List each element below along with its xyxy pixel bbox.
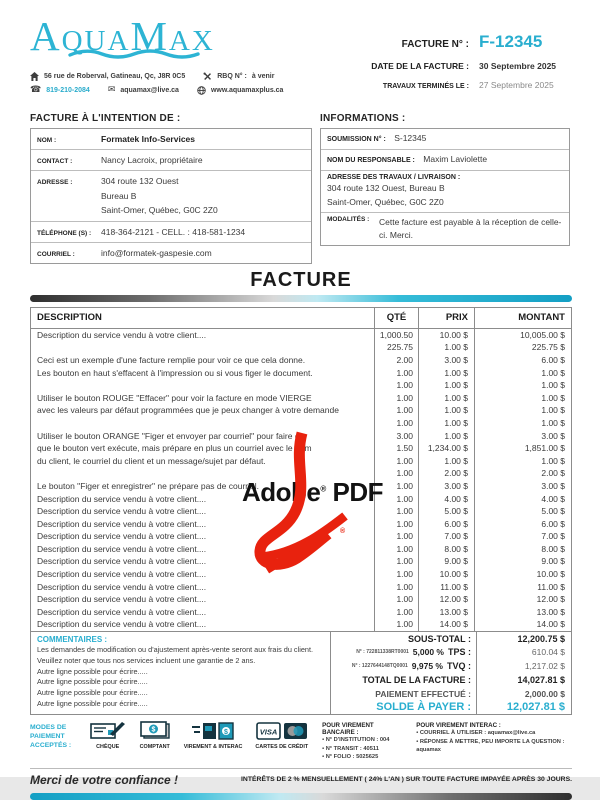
- item-description: avec les valeurs par défaut programmées que je peux changer à votre demande: [37, 405, 339, 416]
- work-completed-value: 27 Septembre 2025: [479, 80, 554, 90]
- table-row: [31, 417, 571, 430]
- tps-value: 610.04 $: [476, 645, 571, 659]
- table-row: [31, 454, 571, 467]
- table-row: [31, 618, 571, 631]
- tvq-value: 1,217.02 $: [476, 659, 571, 673]
- responsable-row: [321, 149, 569, 170]
- travaux-row: [321, 170, 569, 212]
- item-prix: 14.00 $: [418, 618, 474, 631]
- brand-block: [30, 13, 300, 95]
- footer: [30, 769, 572, 790]
- item-prix: 1.00 $: [418, 429, 474, 442]
- total-row: [331, 673, 571, 687]
- payment-method-label: CHÈQUE: [96, 744, 120, 751]
- item-montant: 14.00 $: [474, 618, 571, 631]
- item-montant: 8.00 $: [474, 543, 571, 556]
- payment-method-cartes: [255, 720, 308, 750]
- items-table: [30, 307, 572, 632]
- table-row: [31, 467, 571, 480]
- bank-transfer-items: [322, 736, 402, 762]
- sous-total-row: [331, 632, 571, 646]
- item-prix: 1.00 $: [418, 391, 474, 404]
- tel-label: TÉLÉPHONE (S) :: [37, 229, 92, 237]
- thanks-message: Merci de votre confiance !: [30, 772, 179, 787]
- travaux-label: ADRESSE DES TRAVAUX / LIVRAISON :: [327, 174, 461, 181]
- svg-text:$: $: [151, 726, 156, 734]
- interac-block: [416, 722, 572, 762]
- tel-value: 418-364-2121 - CELL. : 418-581-1234: [101, 226, 246, 237]
- table-row: [31, 379, 571, 392]
- item-qty: 1.00: [374, 543, 418, 556]
- wire-transfer-info: [322, 720, 572, 762]
- item-qty: 1.00: [374, 366, 418, 379]
- item-description: Description du service vendu à votre client....: [37, 594, 207, 605]
- table-row: [31, 341, 571, 354]
- responsable-value: Maxim Laviolette: [423, 154, 488, 164]
- tps-rate: 5,000 %: [412, 647, 444, 658]
- bill-to-adresse-row: [31, 170, 311, 221]
- payment-modes-label: MODES DE PAIEMENT ACCEPTÉS :: [30, 724, 72, 750]
- item-description: Description du service vendu à votre client....: [37, 606, 207, 617]
- payment-method-label: CARTES DE CRÉDIT: [255, 744, 309, 751]
- adresse-line: Saint-Omer, Québec, G0C 2Z0: [101, 205, 218, 215]
- table-row: [31, 366, 571, 379]
- item-montant: 9.00 $: [474, 555, 571, 568]
- item-montant: 1.00 $: [474, 404, 571, 417]
- info-boxes: [30, 113, 572, 264]
- table-row: [31, 530, 571, 543]
- work-completed-label: TRAVAUX TERMINÉS LE :: [382, 83, 469, 90]
- payment-section: [30, 720, 572, 762]
- payment-method-virement: [184, 720, 243, 750]
- item-qty: 1.50: [374, 442, 418, 455]
- table-row: [31, 354, 571, 367]
- courriel-value: info@formatek-gaspesie.com: [101, 247, 212, 258]
- item-prix: 8.00 $: [418, 543, 474, 556]
- comment-line: Autre ligne possible pour écrire.....: [37, 699, 148, 709]
- bill-to-section: [30, 113, 312, 264]
- informations-box: [320, 128, 570, 246]
- item-prix: 5.00 $: [418, 505, 474, 518]
- table-row: [31, 606, 571, 619]
- item-qty: 1.00: [374, 404, 418, 417]
- item-description: Utiliser le bouton ORANGE "Figer et envoyer par courriel" pour faire ce: [37, 430, 304, 441]
- bill-to-tel-row: [31, 221, 311, 242]
- aquamax-logo: [30, 13, 300, 66]
- item-montant: 4.00 $: [474, 492, 571, 505]
- item-montant: 10,005.00 $: [474, 329, 571, 342]
- item-qty: 3.00: [374, 429, 418, 442]
- item-montant: 12.00 $: [474, 593, 571, 606]
- interac-items: [416, 729, 572, 755]
- bill-to-contact-row: [31, 149, 311, 170]
- travaux-line-1: 304 route 132 Ouest, Bureau B: [327, 183, 445, 193]
- item-description: Description du service vendu à votre client....: [37, 556, 207, 567]
- item-description: Description du service vendu à votre client....: [37, 518, 207, 529]
- item-qty: 1.00: [374, 618, 418, 631]
- contact-value: Nancy Lacroix, propriétaire: [101, 155, 203, 165]
- item-qty: 1.00: [374, 467, 418, 480]
- item-description: Description du service vendu à votre client....: [37, 581, 207, 592]
- item-prix: 2.00 $: [418, 467, 474, 480]
- item-qty: 1.00: [374, 417, 418, 430]
- item-montant: 225.75 $: [474, 341, 571, 354]
- tvq-label: TVQ :: [447, 661, 471, 672]
- items-table-body: [31, 329, 571, 631]
- item-description: Le bouton "Figer et enregistrer" ne prépare pas de courriel.: [37, 480, 259, 491]
- brand-phone: 819-210-2084: [46, 86, 90, 94]
- invoice-meta: [307, 32, 572, 95]
- item-qty: 1.00: [374, 568, 418, 581]
- item-prix: 1.00 $: [418, 404, 474, 417]
- interac-title: POUR VIREMENT INTERAC :: [416, 722, 501, 730]
- item-description: Les bouton en haut s'effacent à l'impression ou si vous figer le document.: [37, 367, 313, 378]
- sous-total-label: SOUS-TOTAL :: [408, 633, 471, 644]
- table-row: [31, 543, 571, 556]
- item-qty: 1.00: [374, 480, 418, 493]
- item-qty: 1,000.50: [374, 329, 418, 342]
- item-prix: 7.00 $: [418, 530, 474, 543]
- paiement-row: [331, 687, 571, 701]
- logo-letters: AX: [168, 25, 215, 57]
- table-row: [31, 568, 571, 581]
- soumission-value: S-12345: [394, 133, 427, 143]
- responsable-label: NOM DU RESPONSABLE :: [327, 157, 415, 164]
- sous-total-value: 12,200.75 $: [476, 632, 571, 646]
- payment-method-cheque: [90, 720, 126, 750]
- nom-label: NOM :: [37, 137, 57, 144]
- comments-title: COMMENTAIRES :: [37, 634, 108, 644]
- tvq-row: [331, 659, 571, 673]
- item-description: Description du service vendu à votre client....: [37, 329, 207, 340]
- item-prix: 13.00 $: [418, 606, 474, 619]
- item-montant: 10.00 $: [474, 568, 571, 581]
- item-qty: 1.00: [374, 379, 418, 392]
- table-row: [31, 492, 571, 505]
- invoice-number-label: FACTURE N° :: [401, 39, 469, 50]
- brand-rbq-value: à venir: [251, 73, 275, 80]
- house-icon: [30, 72, 39, 81]
- modalites-label: MODALITÉS :: [327, 216, 370, 223]
- table-row: [31, 480, 571, 493]
- total-value: 14,027.81 $: [476, 673, 571, 687]
- solde-row: [331, 700, 571, 714]
- solde-label: SOLDE À PAYER :: [376, 701, 471, 714]
- phone-icon: ☎: [30, 85, 42, 95]
- invoice-date-value: 30 Septembre 2025: [479, 61, 557, 71]
- work-completed-row: [307, 80, 572, 90]
- bill-to-box: [30, 128, 312, 264]
- totals-box: [331, 632, 571, 714]
- comments-box: [31, 632, 331, 714]
- item-qty: 1.00: [374, 505, 418, 518]
- paiement-label: PAIEMENT EFFECTUÉ :: [375, 688, 471, 699]
- brand-rbq-label: RBQ N° :: [217, 73, 247, 80]
- item-description: Utiliser le bouton ROUGE "Effacer" pour voir la facture en mode VIERGE: [37, 392, 312, 403]
- column-header-qty: QTÉ: [374, 308, 418, 328]
- invoice-date-row: [307, 61, 572, 71]
- item-montant: 6.00 $: [474, 354, 571, 367]
- item-montant: 11.00 $: [474, 580, 571, 593]
- item-montant: 2.00 $: [474, 467, 571, 480]
- payment-method-comptant: [139, 720, 171, 750]
- bank-transfer-item: • N° TRANSIT : 40511: [322, 745, 402, 754]
- invoice-number-value: F-12345: [479, 32, 543, 51]
- item-prix: 10.00 $: [418, 568, 474, 581]
- item-prix: 1.00 $: [418, 417, 474, 430]
- item-description: Description du service vendu à votre client....: [37, 569, 207, 580]
- solde-value: 12,027.81 $: [476, 700, 571, 714]
- comment-line: Autre ligne possible pour écrire.....: [37, 666, 148, 676]
- item-qty: 1.00: [374, 454, 418, 467]
- item-montant: 1.00 $: [474, 391, 571, 404]
- item-description: Description du service vendu à votre client....: [37, 543, 207, 554]
- item-description: [31, 467, 374, 480]
- item-prix: 4.00 $: [418, 492, 474, 505]
- items-table-header: [31, 308, 571, 329]
- courriel-label: COURRIEL :: [37, 250, 75, 258]
- table-row: [31, 404, 571, 417]
- top-gradient-bar: [30, 295, 572, 302]
- brand-contact: [30, 72, 300, 95]
- bill-to-nom-row: [31, 129, 311, 149]
- item-montant: 1,851.00 $: [474, 442, 571, 455]
- item-qty: 1.00: [374, 391, 418, 404]
- item-montant: 1.00 $: [474, 379, 571, 392]
- item-prix: 1.00 $: [418, 366, 474, 379]
- item-prix: 10.00 $: [418, 329, 474, 342]
- comment-line: Autre ligne possible pour écrire.....: [37, 677, 148, 687]
- table-row: [31, 329, 571, 342]
- item-montant: 1.00 $: [474, 417, 571, 430]
- tvq-number: N° : 1227644148TQ0001: [351, 663, 408, 670]
- item-montant: 1.00 $: [474, 366, 571, 379]
- bill-to-courriel-row: [31, 242, 311, 263]
- item-qty: 1.00: [374, 580, 418, 593]
- item-prix: 3.00 $: [418, 480, 474, 493]
- item-description: du client, le courriel du client et un message/sujet par défaut.: [37, 455, 266, 466]
- item-description: Description du service vendu à votre client....: [37, 506, 207, 517]
- contact-label: CONTACT :: [37, 158, 73, 165]
- column-header-description: DESCRIPTION: [37, 312, 102, 323]
- adresse-line: 304 route 132 Ouest: [101, 176, 179, 186]
- item-qty: 1.00: [374, 517, 418, 530]
- comment-line: Autre ligne possible pour écrire.....: [37, 688, 148, 698]
- globe-icon: [197, 86, 206, 95]
- envelope-icon: ✉: [107, 85, 116, 95]
- bank-transfer-title: POUR VIREMENT BANCAIRE :: [322, 722, 374, 737]
- adresse-label: ADRESSE :: [37, 179, 73, 186]
- informations-title: INFORMATIONS :: [320, 113, 406, 124]
- soumission-label: SOUMISSION N° :: [327, 136, 386, 143]
- item-montant: 1.00 $: [474, 454, 571, 467]
- item-qty: 225.75: [374, 341, 418, 354]
- nom-value: Formatek Info-Services: [101, 134, 196, 144]
- item-prix: 1.00 $: [418, 379, 474, 392]
- item-prix: 6.00 $: [418, 517, 474, 530]
- contact-line-1: [30, 72, 300, 81]
- item-montant: 7.00 $: [474, 530, 571, 543]
- bill-to-title: FACTURE À L'INTENTION DE :: [30, 113, 181, 124]
- item-montant: 3.00 $: [474, 480, 571, 493]
- item-qty: 2.00: [374, 354, 418, 367]
- table-row: [31, 442, 571, 455]
- item-description: Description du service vendu à votre client....: [37, 493, 207, 504]
- soumission-row: [321, 129, 569, 149]
- brand-email: aquamax@live.ca: [120, 86, 179, 94]
- table-row: [31, 391, 571, 404]
- contact-line-2: [30, 85, 300, 95]
- payment-method-label: VIREMENT & INTERAC: [183, 744, 243, 751]
- item-montant: 5.00 $: [474, 505, 571, 518]
- item-description: [31, 417, 374, 430]
- svg-text:$: $: [224, 728, 228, 736]
- table-row: [31, 555, 571, 568]
- item-description: Ceci est un exemple d'une facture remplie pour voir ce que cela donne.: [37, 354, 306, 365]
- interac-item: • RÉPONSE À METTRE, PEU IMPORTE LA QUESTION : aquamax: [416, 738, 572, 755]
- item-qty: 1.00: [374, 530, 418, 543]
- ribbon-reg-mark: ®: [340, 528, 346, 535]
- bank-transfer-item: • N° D'INSTITUTION : 004: [322, 736, 402, 745]
- virement-interac-icon: [191, 720, 235, 742]
- page-title: FACTURE: [250, 268, 352, 291]
- item-qty: 1.00: [374, 606, 418, 619]
- item-prix: 12.00 $: [418, 593, 474, 606]
- comments-lines: [37, 645, 324, 710]
- payment-methods: [90, 720, 308, 750]
- cheque-icon: [90, 720, 126, 742]
- column-header-montant: MONTANT: [474, 308, 571, 328]
- brand-address: 56 rue de Roberval, Gatineau, Qc, J8R 0C5: [44, 73, 186, 80]
- item-prix: 9.00 $: [418, 555, 474, 568]
- item-description: [31, 341, 374, 354]
- brand-website: www.aquamaxplus.ca: [210, 86, 284, 94]
- item-description: [31, 379, 374, 392]
- invoice-number-row: [307, 32, 572, 52]
- bank-transfer-item: • N° FOLIO : 5025625: [322, 753, 402, 762]
- modalites-value: Cette facture est payable à la réception de celle-ci. Merci.: [379, 217, 562, 240]
- comment-line: Les demandes de modification ou d'ajustement après-vente seront aux frais du client.: [37, 644, 313, 654]
- informations-section: [320, 113, 570, 264]
- tps-row: [331, 645, 571, 659]
- table-row: [31, 593, 571, 606]
- item-montant: 13.00 $: [474, 606, 571, 619]
- interest-notice: INTÉRÊTS DE 2 % MENSUELLEMENT ( 24% L'AN ) SUR TOUTE FACTURE IMPAYÉE APRÈS 30 JOURS.: [241, 776, 572, 784]
- item-montant: 6.00 $: [474, 517, 571, 530]
- paiement-value: 2,000.00 $: [476, 687, 571, 701]
- totals-section: [30, 632, 572, 715]
- item-prix: 3.00 $: [418, 354, 474, 367]
- table-row: [31, 505, 571, 518]
- total-label: TOTAL DE LA FACTURE :: [362, 674, 471, 685]
- adresse-line: Bureau B: [101, 190, 137, 201]
- tools-icon: [203, 72, 212, 81]
- visa-logo-text: VISA: [259, 727, 278, 737]
- item-qty: 1.00: [374, 555, 418, 568]
- table-row: [31, 517, 571, 530]
- header: [30, 13, 572, 95]
- bank-transfer-block: [322, 722, 402, 762]
- logo-letter: M: [130, 13, 169, 59]
- tvq-rate: 9,975 %: [411, 661, 443, 672]
- item-qty: 1.00: [374, 593, 418, 606]
- adresse-value: [101, 174, 305, 218]
- payment-method-label: COMPTANT: [139, 744, 170, 751]
- item-prix: 11.00 $: [418, 580, 474, 593]
- adobe-pdf-text: Adobe® PDF: [242, 477, 384, 507]
- item-qty: 1.00: [374, 492, 418, 505]
- item-montant: 3.00 $: [474, 429, 571, 442]
- tps-label: TPS :: [447, 647, 471, 658]
- item-prix: 1.00 $: [418, 341, 474, 354]
- logo-letters: QUA: [61, 25, 131, 57]
- modalites-row: [321, 212, 569, 245]
- cash-icon: [139, 720, 171, 742]
- tps-number: N° : 722811338RT0001: [356, 649, 409, 656]
- travaux-line-2: Saint-Omer, Québec, G0C 2Z0: [327, 197, 444, 207]
- logo-letter: A: [30, 13, 62, 59]
- wave-icon: [70, 47, 200, 61]
- item-description: Description du service vendu à votre client....: [37, 619, 207, 630]
- credit-cards-icon: [256, 720, 308, 742]
- invoice-date-label: DATE DE LA FACTURE :: [371, 61, 469, 71]
- comment-line: Veuillez noter que tous nos services incluent une garantie de 2 ans.: [37, 655, 256, 665]
- item-description: que le bouton vert exécute, mais prépare en plus un courriel avec le nom: [37, 443, 312, 454]
- table-row: [31, 580, 571, 593]
- item-prix: 1,234.00 $: [418, 442, 474, 455]
- item-description: Description du service vendu à votre client....: [37, 531, 207, 542]
- column-header-prix: PRIX: [418, 308, 474, 328]
- bottom-gradient-bar: [30, 793, 572, 800]
- table-row: [31, 429, 571, 442]
- item-prix: 1.00 $: [418, 454, 474, 467]
- interac-item: • COURRIEL À UTILISER : aquamax@live.ca: [416, 729, 572, 738]
